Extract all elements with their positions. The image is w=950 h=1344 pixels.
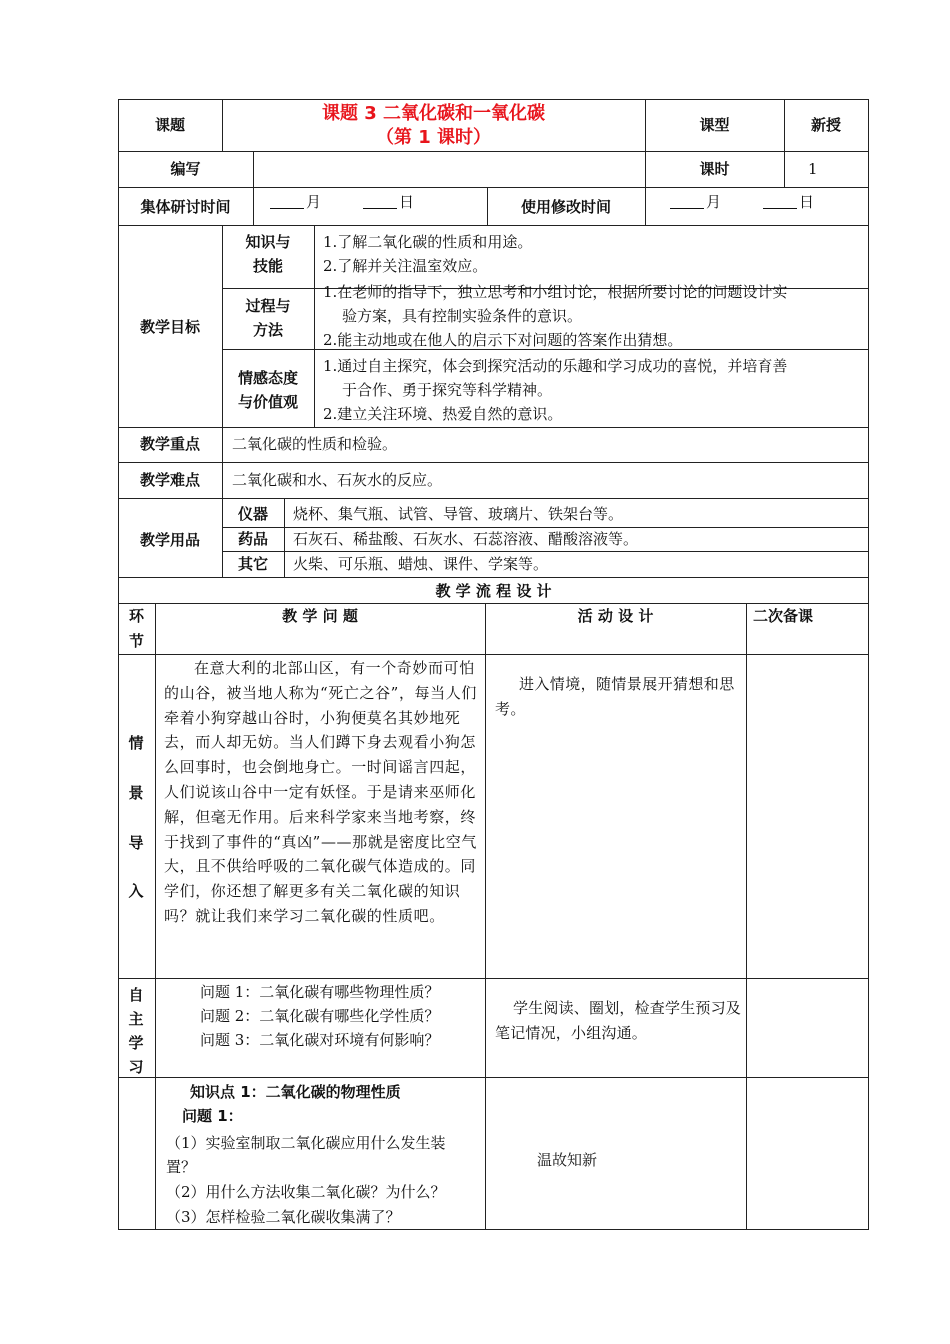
lesson-title	[222, 102, 645, 150]
materials-row-value: 火柴、可乐瓶、蜡烛、课件、学案等。	[293, 555, 549, 573]
difficulty-label: 教学难点	[139, 471, 200, 489]
self-study-question: 问题 2：二氧化碳有哪些化学性质？	[200, 1007, 440, 1025]
type-value: 新授	[810, 116, 841, 134]
self-study-activity: 学生阅读、圈划，检查学生预习及笔记情况，小组沟通。	[495, 999, 742, 1042]
subject-label: 课题	[154, 116, 185, 134]
col-stage-label-1: 环	[128, 607, 144, 625]
intro-stage-char: 景	[128, 784, 144, 802]
self-study-stage-char: 习	[128, 1058, 144, 1076]
lesson-title-line1: 课题 3 二氧化碳和一氧化碳	[321, 103, 546, 124]
goal-process-line2: 验方案，具有控制实验条件的意识。	[342, 307, 583, 325]
intro-stage-char: 情	[128, 734, 144, 752]
goal-attitude-line3: 2.建立关注环境、热爱自然的意识。	[323, 405, 563, 423]
intro-stage-char: 入	[128, 882, 144, 900]
intro-story: 在意大利的北部山区，有一个奇妙而可怕的山谷，被当地人称为“死亡之谷”，每当人们牵着小狗穿越山谷时，小狗便莫名其妙地死去，而人却无妨。当人们蹲下身去观看小狗怎么回事时，也会倒地身亡。一时间谣言四起，人们说该山谷中一定有妖怪。于是请来巫师化解，但毫无作用。后来科学家来当地考察，终于找到了事件的“真凶”——那就是密度比空气大，且不供给呼吸的二氧化碳气体造成的。同学们，你还想了解更多有关二氧化碳的知识吗？就让我们来学习二氧化碳的性质吧。	[164, 659, 477, 925]
goal-knowledge-line1: 1.了解二氧化碳的性质和用途。	[323, 233, 533, 251]
materials-label: 教学用品	[139, 531, 200, 549]
goal-attitude-line2: 于合作、勇于探究等科学精神。	[342, 381, 553, 399]
author-label: 编写	[170, 160, 201, 178]
goal-knowledge-label: 知识与 技能	[245, 233, 291, 275]
materials-row-label: 其它	[237, 555, 268, 573]
self-study-stage-char: 学	[128, 1034, 144, 1052]
research-time-label: 集体研讨时间	[140, 198, 231, 216]
col-question-label: 教 学 问 题	[282, 607, 358, 625]
type-label: 课型	[699, 116, 730, 134]
intro-activity: 进入情境，随情景展开猜想和思考。	[495, 675, 735, 718]
difficulty-value: 二氧化碳和水、石灰水的反应。	[232, 471, 443, 489]
col-prep-label: 二次备课	[753, 607, 814, 625]
knowledge-item: 置？	[166, 1158, 197, 1176]
self-study-question: 问题 3：二氧化碳对环境有何影响？	[200, 1031, 440, 1049]
intro-stage-char: 导	[128, 834, 144, 852]
goal-attitude-label: 情感态度 与价值观	[237, 369, 298, 411]
period-label: 课时	[699, 160, 730, 178]
research-date: 月 日	[270, 190, 414, 214]
col-activity-label: 活 动 设 计	[577, 607, 654, 625]
self-study-stage-char: 自	[128, 986, 144, 1004]
knowledge-question-label: 问题 1：	[182, 1107, 243, 1125]
key-point-value: 二氧化碳的性质和检验。	[232, 435, 398, 453]
goal-process-line1: 1.在老师的指导下，独立思考和小组讨论，根据所要讨论的问题设计实	[323, 283, 788, 301]
goal-process-line3: 2.能主动地或在他人的启示下对问题的答案作出猜想。	[323, 331, 683, 349]
col-stage-label-2: 节	[128, 632, 144, 650]
materials-row-value: 烧杯、集气瓶、试管、导管、玻璃片、铁架台等。	[293, 505, 624, 523]
self-study-question: 问题 1：二氧化碳有哪些物理性质？	[200, 983, 440, 1001]
self-study-stage-char: 主	[128, 1010, 144, 1028]
knowledge-item: （1）实验室制取二氧化碳应用什么发生装	[166, 1134, 446, 1152]
goal-knowledge-line2: 2.了解并关注温室效应。	[323, 257, 488, 275]
period-value: 1	[808, 160, 818, 178]
goals-label: 教学目标	[139, 318, 200, 336]
knowledge-heading: 知识点 1：二氧化碳的物理性质	[190, 1083, 401, 1101]
key-point-label: 教学重点	[139, 435, 200, 453]
knowledge-item: （3）怎样检验二氧化碳收集满了？	[166, 1208, 401, 1226]
goal-attitude-line1: 1.通过自主探究，体会到探究活动的乐趣和学习成功的喜悦，并培育善	[323, 357, 788, 375]
flow-title: 教 学 流 程 设 计	[435, 582, 552, 600]
revise-time-label: 使用修改时间	[520, 198, 611, 216]
knowledge-item: （2）用什么方法收集二氧化碳？为什么？	[166, 1183, 446, 1201]
knowledge-activity: 温故知新	[537, 1151, 598, 1169]
materials-row-label: 药品	[237, 530, 268, 548]
goal-process-label: 过程与 方法	[245, 297, 291, 339]
materials-row-value: 石灰石、稀盐酸、石灰水、石蕊溶液、醋酸溶液等。	[293, 530, 639, 548]
revise-date: 月 日	[670, 190, 814, 214]
materials-row-label: 仪器	[237, 505, 268, 523]
lesson-title-line2: （第 1 课时）	[375, 127, 492, 148]
